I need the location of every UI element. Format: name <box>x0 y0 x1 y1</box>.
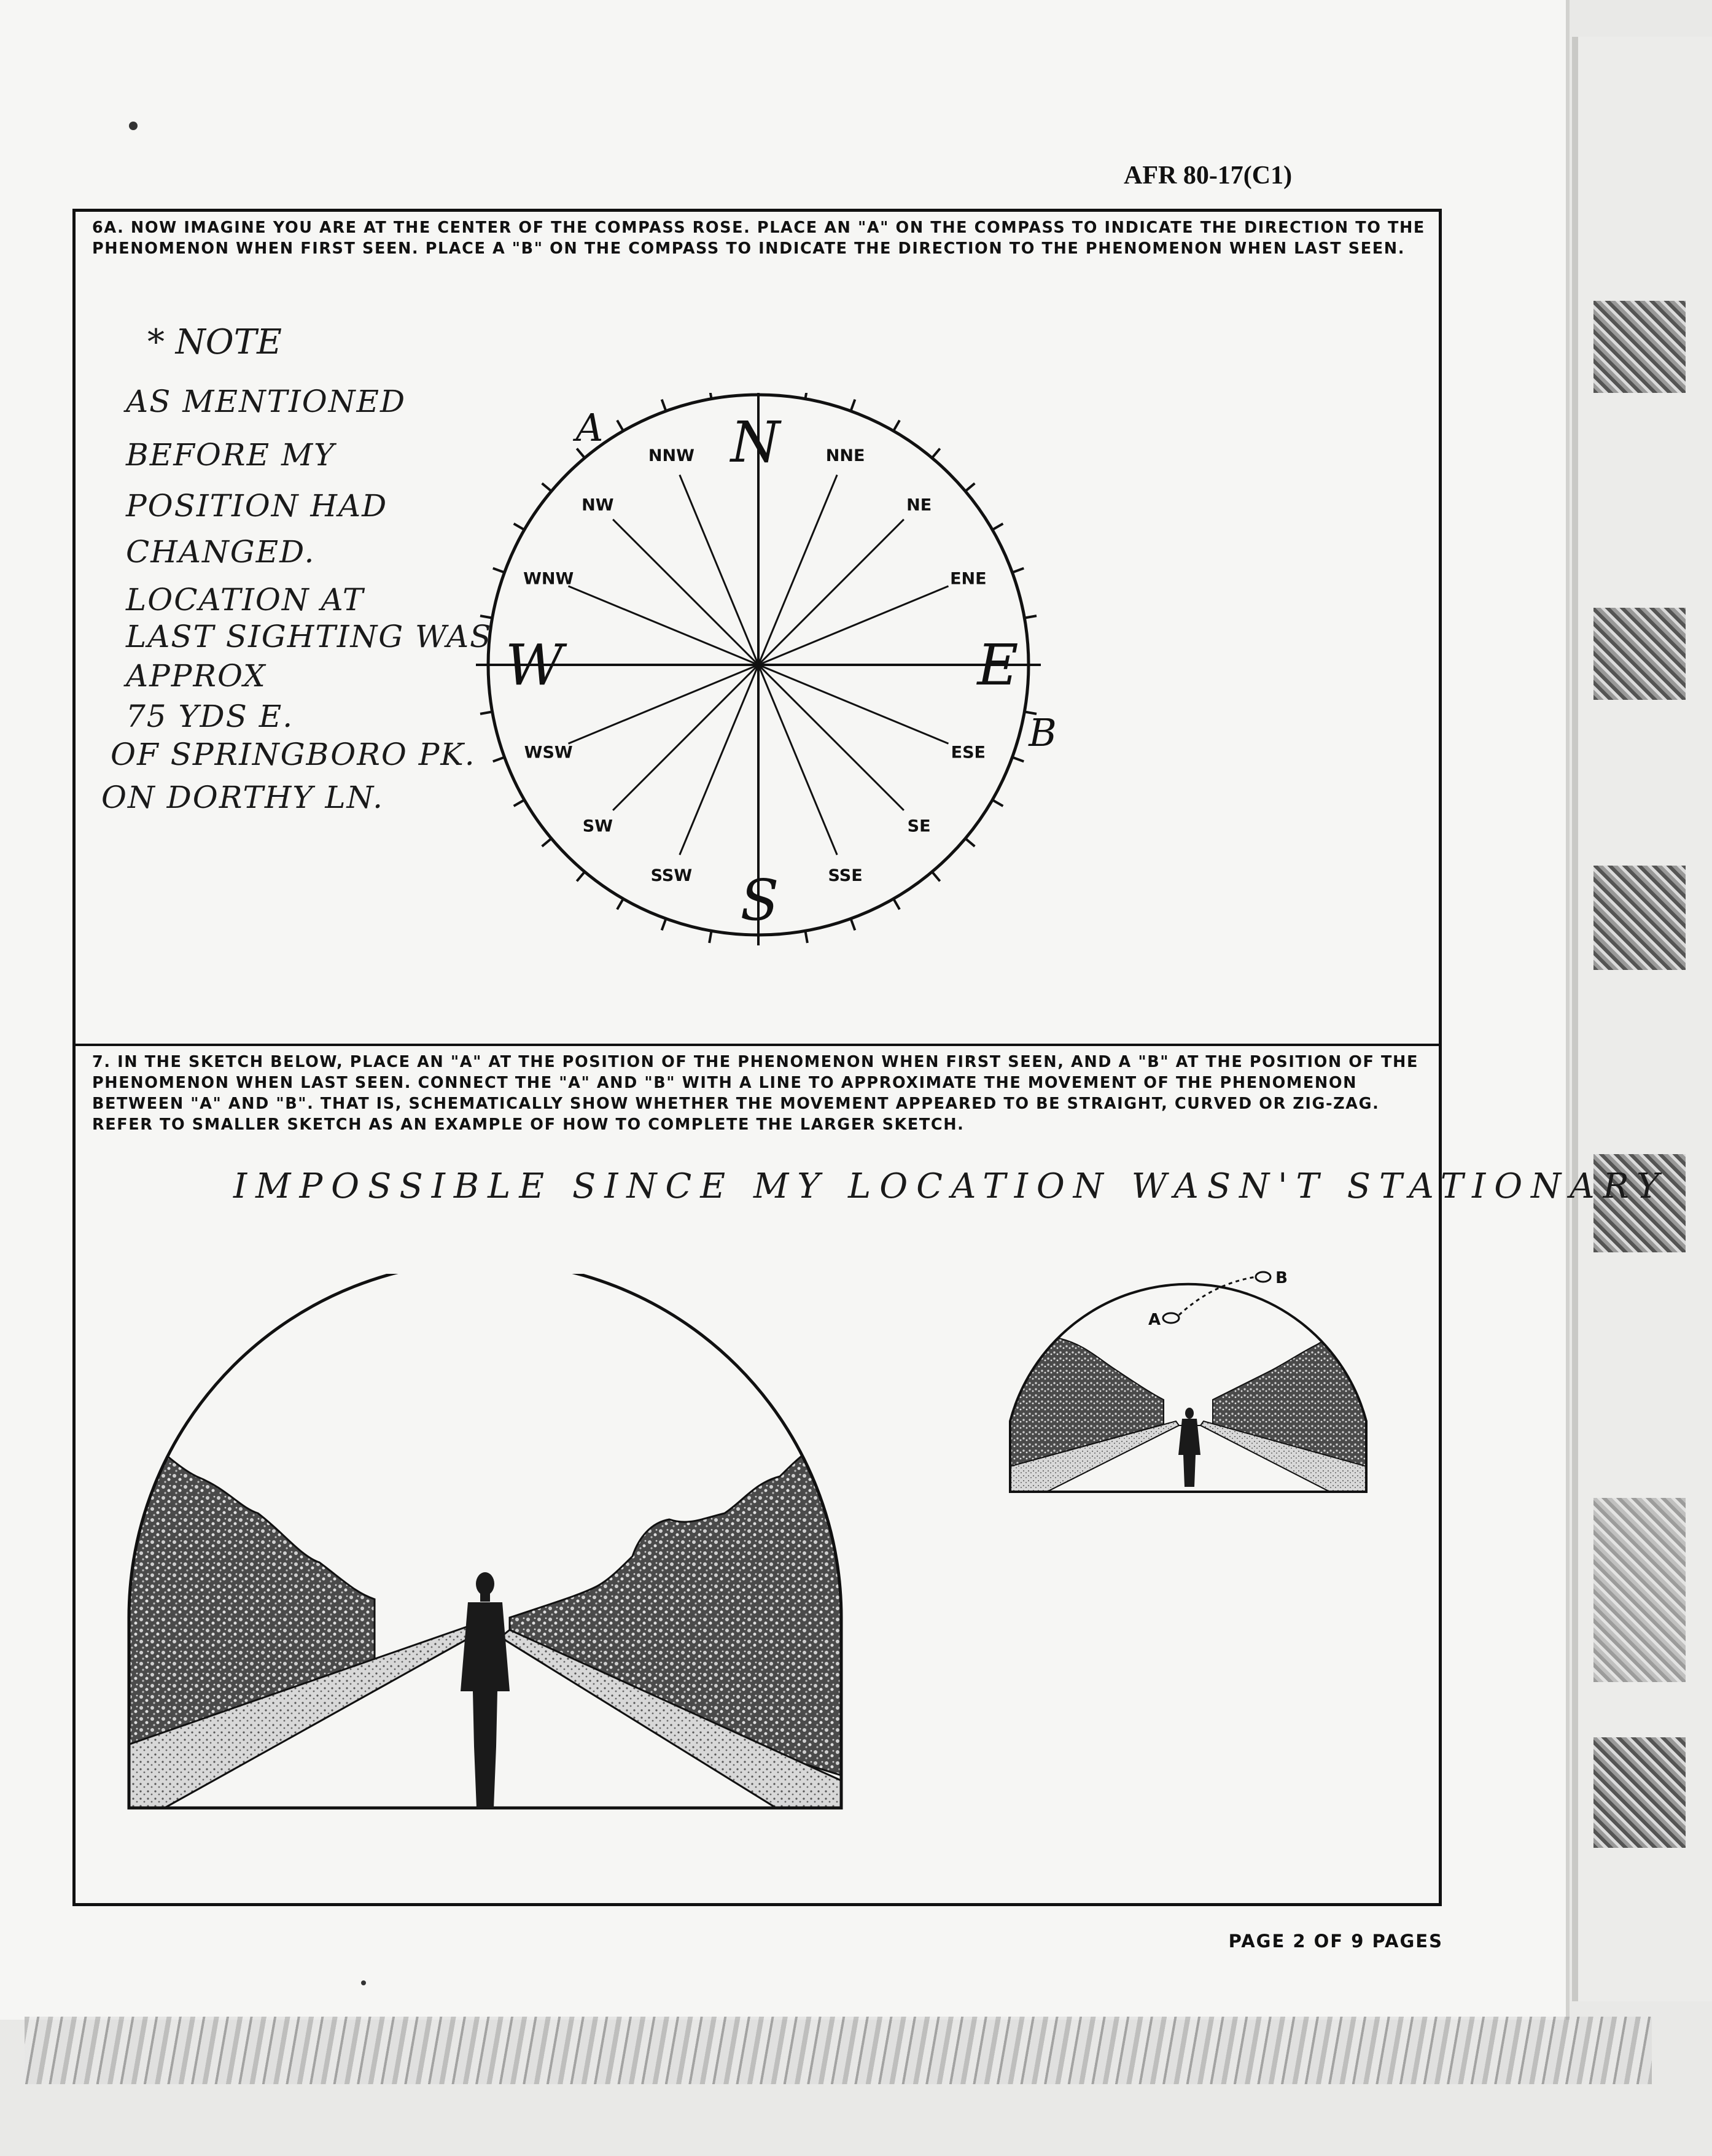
compass-label-wnw: WNW <box>523 569 574 589</box>
compass-tick <box>893 421 900 431</box>
scan-edge-strip <box>1572 37 1712 2001</box>
compass-tick <box>893 899 900 909</box>
compass-label-nne: NNE <box>825 446 865 466</box>
compass-spoke-se <box>758 665 904 810</box>
compass-label-wsw: WSW <box>524 743 573 762</box>
compass-tick <box>617 421 623 431</box>
compass-tick <box>850 918 855 930</box>
note-line: APPROX <box>126 658 267 694</box>
note-line: POSITION HAD <box>126 488 388 524</box>
scan-artifact <box>1593 1498 1686 1682</box>
compass-label-ese: ESE <box>951 743 986 762</box>
compass-marker-a: A <box>575 405 604 450</box>
example-path-line <box>1179 1277 1256 1315</box>
compass-tick <box>932 449 940 458</box>
compass-tick <box>542 839 551 847</box>
scan-bottom-band <box>25 2017 1652 2084</box>
scan-artifact <box>1593 1737 1686 1848</box>
scan-artifact <box>1593 866 1686 970</box>
large-sky-sketch <box>117 1274 854 1826</box>
note-line: AS MENTIONED <box>126 384 407 419</box>
compass-label-nnw: NNW <box>648 446 695 466</box>
compass-tick <box>493 757 505 761</box>
compass-label-se: SE <box>907 816 931 836</box>
note-line: BEFORE MY <box>126 437 336 473</box>
compass-tick <box>1012 757 1024 761</box>
handwritten-remark: IMPOSSIBLE SINCE MY LOCATION WASN'T STATIONARY <box>233 1166 1668 1206</box>
compass-tick <box>662 918 666 930</box>
compass-tick <box>932 872 940 881</box>
compass-spoke-ne <box>758 519 904 665</box>
compass-tick <box>577 872 585 881</box>
compass-spoke-nw <box>613 519 758 665</box>
compass-label-ne: NE <box>906 495 932 515</box>
compass-marker-b: B <box>1029 710 1057 755</box>
note-line: OF SPRINGBORO PK. <box>111 737 476 772</box>
compass-rose <box>473 393 1093 958</box>
compass-cardinal-south: S <box>740 867 779 933</box>
compass-tick <box>480 712 492 713</box>
compass-tick <box>1012 568 1024 573</box>
note-line: 75 YDS E. <box>126 699 294 734</box>
compass-tick <box>542 483 551 491</box>
compass-tick <box>514 800 524 806</box>
compass-cardinal-north: N <box>730 409 780 475</box>
compass-tick <box>965 839 975 847</box>
compass-tick <box>965 483 975 491</box>
note-title: * NOTE <box>147 322 282 362</box>
note-line: LAST SIGHTING WAS <box>126 619 492 654</box>
example-label-a: A <box>1148 1311 1161 1329</box>
example-sky-sketch <box>998 1234 1379 1504</box>
compass-tick <box>709 931 711 943</box>
compass-label-nw: NW <box>582 495 614 515</box>
compass-spoke-sw <box>613 665 758 810</box>
example-point-b <box>1256 1272 1270 1282</box>
scan-speck <box>361 1980 366 1985</box>
note-line: ON DORTHY LN. <box>101 780 384 815</box>
compass-tick <box>514 524 524 530</box>
note-line: LOCATION AT <box>126 582 365 618</box>
example-point-a <box>1163 1313 1179 1323</box>
compass-label-ssw: SSW <box>650 866 693 885</box>
compass-tick <box>662 400 666 411</box>
question-7-instruction: 7. IN THE SKETCH BELOW, PLACE AN "A" AT THE POSITION OF THE PHENOMENON WHEN FIRST SEEN, AND A "B" AT THE POSITION OF THE PHENOMENON WHEN LAST SEEN. CONNECT THE "A" AND "B" WITH A LINE TO APPROXIMATE THE MOVEMENT OF THE PHENOMENON BETWEEN "A" AND "B". THAT IS, SCHEMATICALLY SHOW WHETHER THE MOVEMENT APPEARED TO BE STRAIGHT, CURVED OR ZIG-ZAG. REFER TO SMALLER SKETCH AS AN EXAMPLE OF HOW TO COMPLETE THE LARGER SKETCH. <box>92 1053 1418 1134</box>
compass-tick <box>850 400 855 411</box>
compass-cardinal-west: W <box>505 632 564 698</box>
section-divider <box>72 1044 1442 1046</box>
question-6a-instruction: 6A. NOW IMAGINE YOU ARE AT THE CENTER OF THE COMPASS ROSE. PLACE AN "A" ON THE COMPASS TO INDICATE THE DIRECTION TO THE PHENOMENON WHEN FIRST SEEN. PLACE A "B" ON THE COMPASS TO INDICATE THE DIRECTION TO THE PHENOMENON WHEN LAST SEEN. <box>92 219 1425 258</box>
compass-tick <box>480 616 492 618</box>
compass-label-ene: ENE <box>950 569 987 589</box>
scan-artifact <box>1593 301 1686 393</box>
compass-tick <box>992 524 1003 530</box>
compass-label-sw: SW <box>582 816 613 836</box>
compass-tick <box>1024 616 1037 618</box>
compass-cardinal-east: E <box>977 632 1019 698</box>
scan-speck <box>129 122 138 130</box>
note-line: CHANGED. <box>126 534 316 570</box>
form-identifier: AFR 80-17(C1) <box>1124 161 1293 190</box>
page-number: PAGE 2 OF 9 PAGES <box>1228 1931 1443 1952</box>
compass-tick <box>805 931 807 943</box>
compass-tick <box>992 800 1003 806</box>
compass-tick <box>617 899 623 909</box>
compass-label-sse: SSE <box>828 866 863 885</box>
scan-artifact <box>1593 608 1686 700</box>
compass-tick <box>493 568 505 573</box>
example-label-b: B <box>1275 1269 1288 1287</box>
